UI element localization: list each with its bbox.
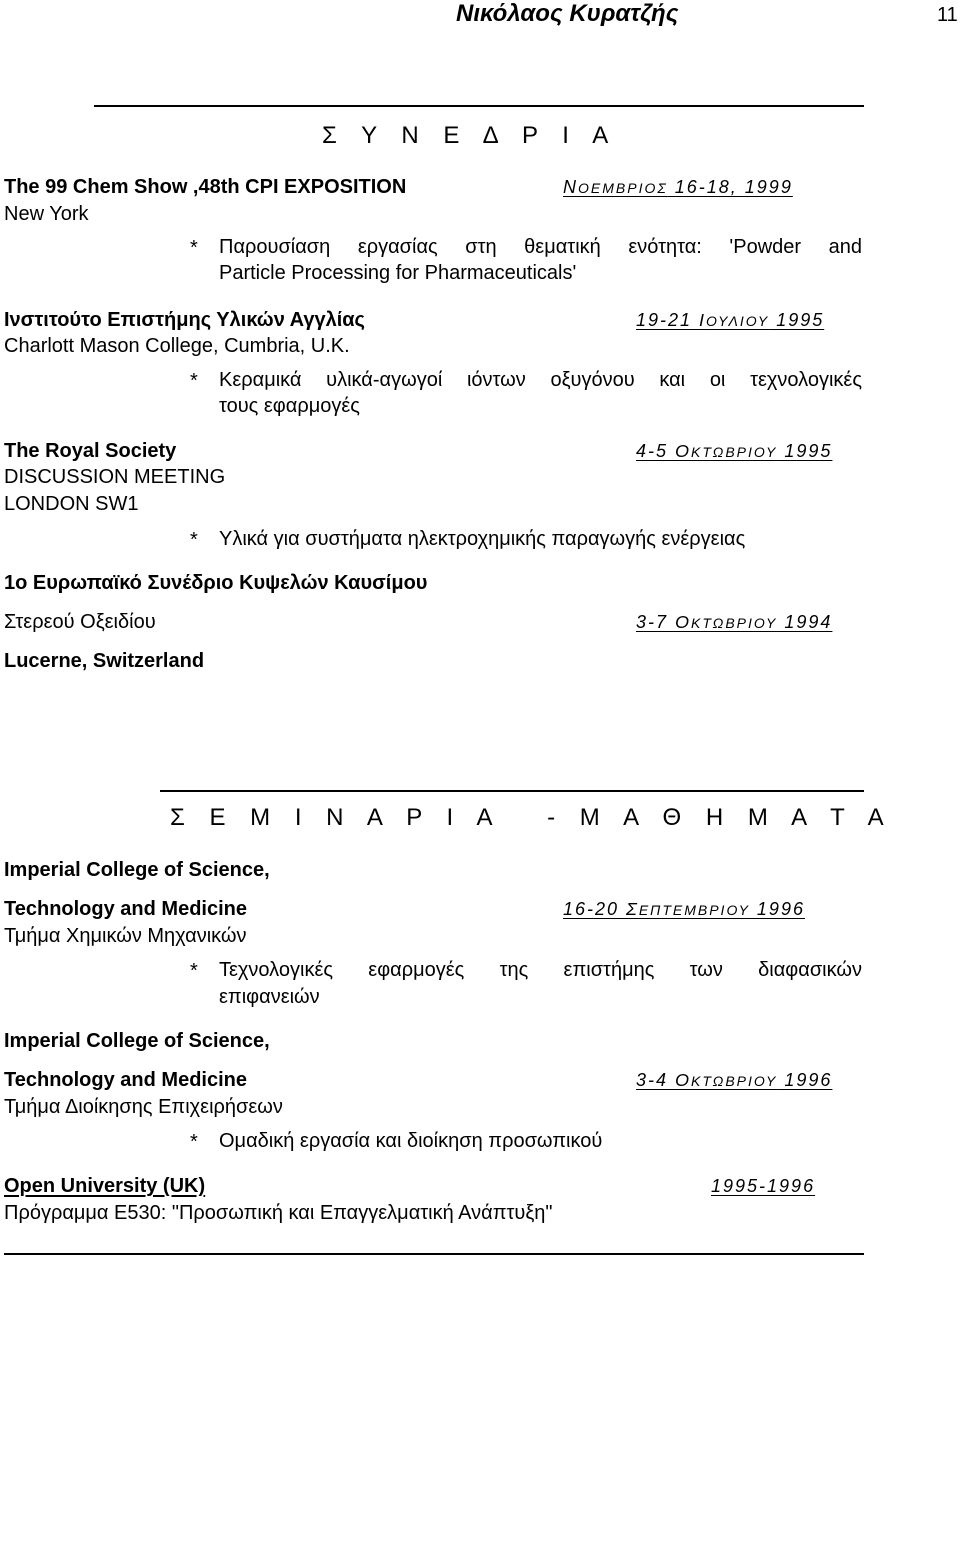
bullet-text-line1: Κεραμικά υλικά-αγωγοί ιόντων οξυγόνου και οι τεχνολογικές	[219, 369, 862, 391]
conference-date: NΟΕΜΒΡΙΟΣ 16-18, 1999	[563, 177, 793, 197]
conference-date: 4-5 ΟΚΤΩΒΡΙΟΥ 1995	[636, 441, 833, 461]
seminar-program: Πρόγραμμα Ε530: "Προσωπική και Επαγγελματική Ανάπτυξη"	[4, 1202, 553, 1224]
bullet-star-icon: *	[190, 237, 198, 259]
top-rule	[94, 105, 864, 107]
conference-date: 3-7 ΟΚΤΩΒΡΙΟΥ 1994	[636, 612, 833, 632]
conference-name: The 99 Chem Show ,48th CPI EXPOSITION	[4, 176, 407, 198]
seminar-department: Τμήμα Χημικών Μηχανικών	[4, 925, 247, 947]
seminar-institution-line2: Technology and Medicine	[4, 898, 247, 920]
bullet-text-line1: Ομαδική εργασία και διοίκηση προσωπικού	[219, 1130, 603, 1152]
conferences-title: Σ Υ Ν Ε Δ Ρ Ι Α	[322, 122, 618, 149]
bullet-star-icon: *	[190, 960, 198, 982]
seminar-date: 3-4 ΟΚΤΩΒΡΙΟΥ 1996	[636, 1070, 833, 1090]
bullet-text-line2: επιφανειών	[219, 986, 320, 1008]
seminar-date: 16-20 ΣΕΠΤΕΜΒΡΙΟΥ 1996	[563, 899, 805, 919]
bullet-text-line2: Particle Processing for Pharmaceuticals'	[219, 262, 577, 284]
bullet-star-icon: *	[190, 529, 198, 551]
bullet-star-icon: *	[190, 370, 198, 392]
bullet-star-icon: *	[190, 1131, 198, 1153]
seminar-institution-line2: Technology and Medicine	[4, 1069, 247, 1091]
seminars-top-rule	[160, 790, 864, 792]
conference-location: Charlott Mason College, Cumbria, U.K.	[4, 335, 350, 357]
seminar-institution-line1: Imperial College of Science,	[4, 1030, 270, 1052]
conference-name-line1: 1ο Ευρωπαϊκό Συνέδριο Κυψελών Καυσίμου	[4, 572, 428, 594]
seminar-department: Τμήμα Διοίκησης Επιχειρήσεων	[4, 1096, 283, 1118]
bullet-text-line1: Παρουσίαση εργασίας στη θεματική ενότητα: 'Powder and	[219, 236, 862, 258]
conference-location: New York	[4, 203, 89, 225]
conference-location-line1: DISCUSSION MEETING	[4, 466, 226, 488]
page-number: 11	[937, 4, 958, 26]
conference-location-line2: LONDON SW1	[4, 493, 139, 515]
seminars-title: Σ Ε Μ Ι Ν Α Ρ Ι Α - Μ Α Θ Η Μ Α Τ Α	[170, 804, 893, 831]
conference-date: 19-21 ΙΟΥΛΙΟΥ 1995	[636, 310, 825, 330]
seminar-institution: Open University (UK)	[4, 1175, 206, 1197]
conference-name-line2: Στερεού Οξειδίου	[4, 611, 156, 633]
conference-name: The Royal Society	[4, 440, 177, 462]
conference-location: Lucerne, Switzerland	[4, 650, 205, 672]
seminar-institution-line1: Imperial College of Science,	[4, 859, 270, 881]
author-name: Νικόλαος Κυρατζής	[456, 0, 679, 27]
bullet-text-line1: Τεχνολογικές εφαρμογές της επιστήμης των διαφασικών	[219, 959, 862, 981]
bottom-rule	[4, 1253, 864, 1255]
conference-name: Ινστιτούτο Επιστήμης Υλικών Αγγλίας	[4, 309, 365, 331]
bullet-text-line2: τους εφαρμογές	[219, 395, 360, 417]
seminar-date: 1995-1996	[711, 1176, 816, 1196]
bullet-text-line1: Υλικά για συστήματα ηλεκτροχημικής παραγωγής ενέργειας	[219, 528, 746, 550]
